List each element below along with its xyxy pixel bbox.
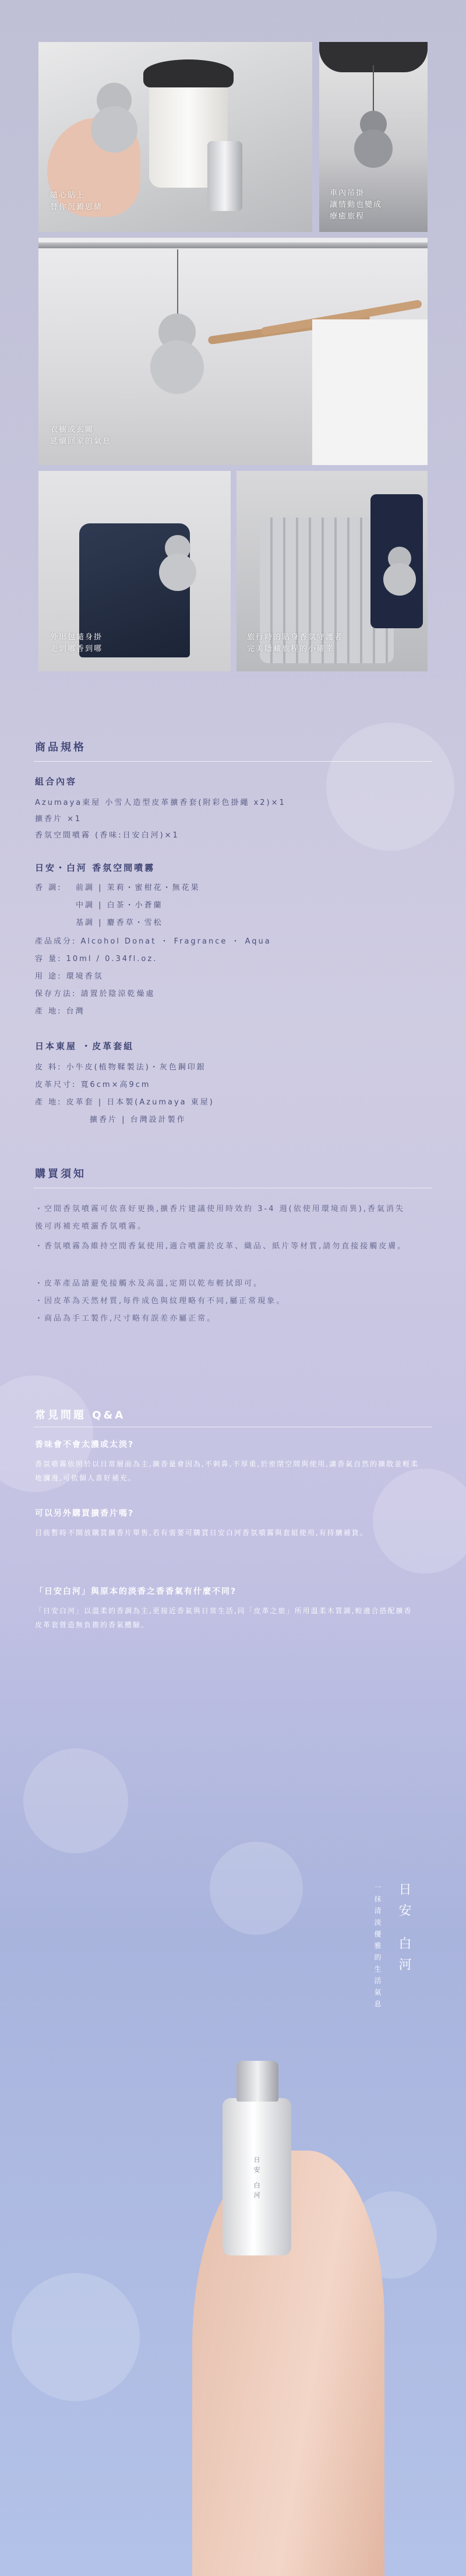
caption-car: 隨心貼上 替你沉澱思緒 (50, 191, 103, 212)
leather-origin: 擴香片 | 台灣設計製作 (90, 1115, 186, 1124)
leather-origin: 產 地: 皮革套 | 日本製(Azumaya 東屋) (35, 1098, 214, 1107)
spray-bottle (207, 141, 242, 211)
decor-bubble (23, 1748, 128, 1853)
specs-title: 商品規格 (35, 741, 86, 754)
faq-question: 香味會不會太濃或太淡? (35, 1440, 135, 1449)
faq-title: 常見問題 Q&A (35, 1409, 126, 1421)
caption-luggage: 旅行時的貼身香氛守護者 完美隱藏旅程的小確幸 (247, 633, 344, 653)
note-label: 香 調: (35, 884, 62, 892)
leather-title: 日本東屋 ・皮革套組 (35, 1041, 135, 1051)
faq-question: 「日安白河」與原本的淡香之香香氣有什麼不同? (35, 1587, 237, 1596)
hang-cord (177, 249, 178, 319)
ingredients: 產品成分: Alcohol Donat ・ Fragrance ・ Aqua (35, 937, 271, 946)
snowman-pendant (148, 314, 206, 395)
decor-bubble (326, 723, 454, 851)
bottle-label: 日安 白河 (253, 2156, 260, 2202)
snowman-pendant (158, 535, 199, 593)
photo-luggage (236, 471, 428, 671)
divider (34, 761, 432, 762)
caption-closet: 衣櫥或玄關 延續回家的氣息 (50, 425, 112, 446)
notice-title: 購買須知 (35, 1168, 86, 1180)
usage: 用 途: 環境香氛 (35, 972, 104, 981)
photo-closet (38, 238, 428, 465)
snowman-pendant (382, 547, 417, 599)
notice-item: ・香氛噴霧為維持空間香氣使用,適合噴灑於皮革、織品、紙片等材質,請勿直接接觸皮膚。 (35, 1242, 407, 1251)
note-top: 前調 | 茉莉・蜜柑花・無花果 (76, 884, 200, 892)
notice-item: ・皮革產品請避免接觸水及高溫,定期以乾布輕拭即可。 (35, 1279, 263, 1288)
decor-bubble (12, 2273, 140, 2401)
decor-bubble (210, 1842, 303, 1935)
bottle-cap (236, 2061, 278, 2102)
faq-question: 可以另外購買擴香片嗎? (35, 1509, 135, 1518)
notice-item: ・空間香氛噴霧可依喜好更換,擴香片建議使用時效約 3-4 週(依使用環境而異),香氣消失後可再補充噴灑香氛噴霧。 (35, 1205, 405, 1231)
notice-item: ・因皮革為天然材質,每件成色與紋理略有不同,屬正常現象。 (35, 1297, 286, 1305)
photo-car-clip (38, 42, 312, 232)
set-title: 組合內容 (35, 776, 77, 787)
leather-material: 皮 料: 小牛皮(植物鞣製法)・灰色鋼印銀 (35, 1063, 206, 1072)
snowman-pendant (89, 83, 141, 153)
set-line: 香氛空間噴霧 (香味:日安白河)×1 (35, 831, 179, 840)
volume: 容 量: 10ml / 0.34fl.oz. (35, 955, 158, 963)
note-base: 基調 | 麝香草・雪松 (76, 919, 163, 927)
faq-answer: 目前暫時不開放購買擴香片單售,若有需要可購買日安白河香氛噴霧與套組使用,有持續補貨。 (35, 1529, 368, 1537)
photo-bag (38, 471, 231, 671)
caption-car-top: 車內吊掛 讓情動也變成 療癒旅程 (330, 189, 383, 221)
set-line: 擴香片 ×1 (35, 815, 82, 824)
hang-cord (373, 65, 374, 118)
shirt (312, 319, 428, 465)
snowman-pendant (353, 111, 394, 175)
brand-vertical-subtitle: 一抹清淡優雅的生活氣息 (373, 1884, 382, 2012)
caption-bag: 外出包隨身掛 走到哪香到哪 (50, 633, 103, 653)
photo-car-hang (319, 42, 428, 232)
closet-rail (38, 242, 428, 248)
notice-item: ・商品為手工製作,尺寸略有誤差亦屬正常。 (35, 1314, 217, 1323)
brand-vertical-title: 日安 白河 (397, 1882, 411, 1979)
note-mid: 中調 | 白茶・小蒼蘭 (76, 901, 163, 910)
faq-answer: 香氛噴霧依照於以日常層面為主,擴香量會因為,不刺鼻,不厚重,於密閉空間與使用,讓香氣自然的擴散並輕柔地瀰漫,可依個人喜好補充。 (35, 1460, 419, 1482)
origin: 產 地: 台灣 (35, 1007, 85, 1016)
leather-size: 皮革尺寸: 寬6cm×高9cm (35, 1081, 151, 1089)
coffee-lid (143, 59, 234, 87)
spray-title: 日安・白河 香氛空間噴霧 (35, 863, 156, 873)
storage: 保存方法: 請置於陰涼乾燥處 (35, 990, 156, 998)
set-line: Azumaya東屋 小雪人造型皮革擴香套(附彩色掛繩 x2)×1 (35, 798, 286, 807)
faq-answer: 「日安白河」以溫柔的香調為主,更接近香氣與日常生活,同「皮革之旅」所用溫柔木質調,較適合搭配擴香皮革套營造無負擔的香氣體驗。 (35, 1607, 412, 1629)
